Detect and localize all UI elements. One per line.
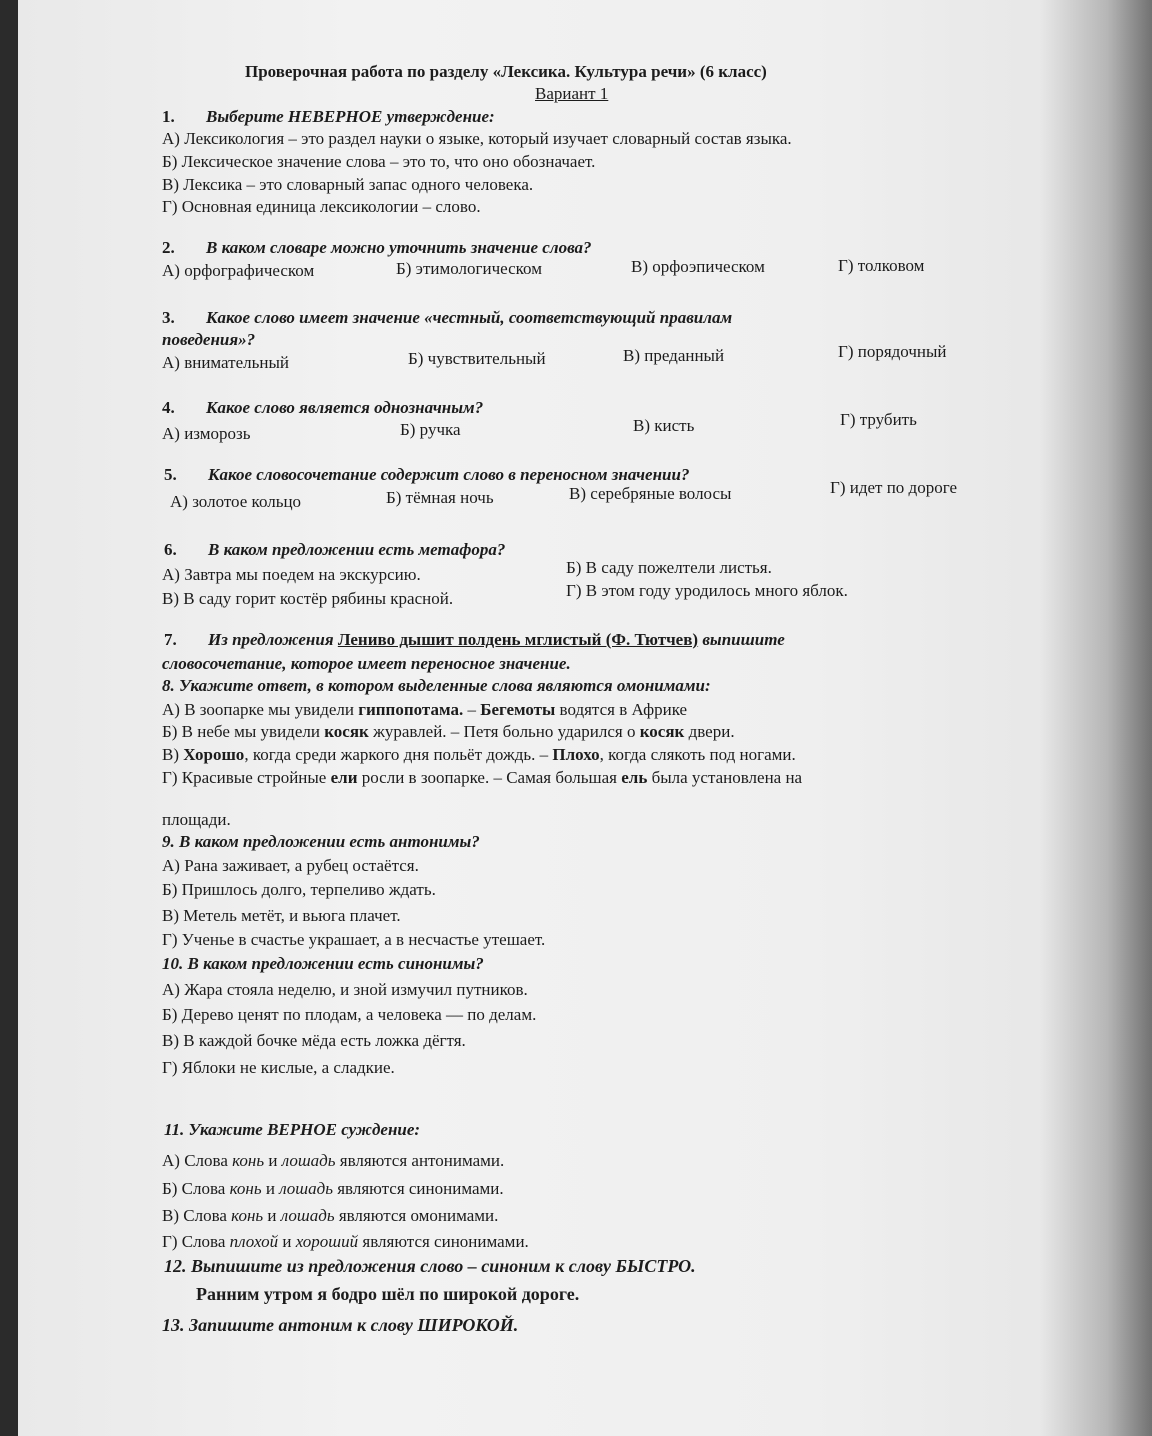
q10-option-c: В) В каждой бочке мёда есть ложка дёгтя. bbox=[162, 1031, 466, 1050]
q3-option-b: Б) чувствительный bbox=[408, 349, 546, 368]
q10-option-d: Г) Яблоки не кислые, а сладкие. bbox=[162, 1058, 395, 1077]
option-text: водятся в Африке bbox=[555, 700, 688, 719]
highlighted-word: косяк bbox=[639, 722, 685, 741]
question-2 bbox=[162, 238, 592, 258]
question-3 bbox=[162, 308, 732, 328]
option-text: росли в зоопарке. – Самая большая bbox=[357, 768, 622, 787]
question-number: 5. bbox=[164, 465, 177, 484]
italic-word: конь bbox=[229, 1179, 262, 1198]
q5-option-b: Б) тёмная ночь bbox=[386, 488, 494, 507]
option-text: – bbox=[463, 700, 481, 719]
question-13: 13. Запишите антоним к слову ШИРОКОЙ. bbox=[162, 1315, 519, 1335]
option-text: , когда среди жаркого дня польёт дождь. – bbox=[244, 745, 553, 764]
question-5 bbox=[164, 465, 689, 485]
question-number: 4. bbox=[162, 398, 175, 417]
q9-option-d: Г) Ученье в счастье украшает, а в несчастье утешает. bbox=[162, 930, 546, 949]
q11-option-d bbox=[162, 1232, 529, 1252]
highlighted-word: гиппопотама. bbox=[358, 700, 464, 719]
question-number: 7. bbox=[164, 630, 177, 649]
option-text: являются синонимами. bbox=[332, 1179, 504, 1198]
highlighted-word: Хорошо bbox=[183, 745, 245, 764]
q5-option-c: В) серебряные волосы bbox=[569, 484, 732, 503]
q11-option-a bbox=[162, 1151, 504, 1171]
italic-word: хороший bbox=[295, 1232, 359, 1251]
q2-option-d: Г) толковом bbox=[838, 256, 925, 275]
question-3-continued: поведения»? bbox=[162, 330, 256, 349]
question-9: 9. В каком предложении есть антонимы? bbox=[162, 832, 480, 851]
q8-option-d-continued: площади. bbox=[162, 810, 231, 829]
option-text: Б) В небе мы увидели bbox=[162, 722, 325, 741]
option-text: Г) Слова bbox=[162, 1232, 230, 1251]
question-4 bbox=[162, 398, 483, 418]
highlighted-word: Бегемоты bbox=[480, 700, 556, 719]
q5-option-d: Г) идет по дороге bbox=[830, 478, 958, 497]
question-text: В каком предложении есть метафора? bbox=[208, 540, 506, 559]
q2-option-b: Б) этимологическом bbox=[396, 259, 542, 278]
option-text: В) Слова bbox=[162, 1206, 232, 1225]
question-12: 12. Выпишите из предложения слово – синоним к слову БЫСТРО. bbox=[164, 1256, 696, 1276]
question-number: 3. bbox=[162, 308, 175, 327]
q9-option-c: В) Метель метёт, и вьюга плачет. bbox=[162, 906, 401, 925]
question-number: 1. bbox=[162, 107, 175, 126]
question-6 bbox=[164, 540, 505, 560]
option-text: и bbox=[261, 1179, 280, 1198]
q1-option-c: В) Лексика – это словарный запас одного человека. bbox=[162, 175, 534, 194]
question-text: Выберите НЕВЕРНОЕ утверждение: bbox=[206, 107, 495, 126]
option-text: Б) Слова bbox=[162, 1179, 230, 1198]
question-7-continued: словосочетание, которое имеет переносное значение. bbox=[162, 654, 571, 673]
q4-option-c: В) кисть bbox=[633, 416, 695, 435]
q6-option-a: А) Завтра мы поедем на экскурсию. bbox=[162, 565, 421, 584]
option-text: и bbox=[278, 1232, 296, 1251]
question-1 bbox=[162, 107, 495, 127]
option-text: А) В зоопарке мы увидели bbox=[162, 700, 359, 719]
paper-sheet bbox=[18, 0, 1152, 1436]
variant-label: Вариант 1 bbox=[535, 84, 609, 103]
edge-shadow bbox=[1040, 0, 1152, 1436]
question-number: 6. bbox=[164, 540, 177, 559]
question-text: В каком словаре можно уточнить значение слова? bbox=[206, 238, 592, 257]
question-text: Какое слово является однозначным? bbox=[206, 398, 484, 417]
quoted-sentence: Лениво дышит полдень мглистый (Ф. Тютчев) bbox=[337, 630, 699, 649]
option-text: и bbox=[263, 1206, 281, 1225]
highlighted-word: Плохо bbox=[552, 745, 600, 764]
option-text: В) bbox=[162, 745, 184, 764]
option-text: и bbox=[264, 1151, 282, 1170]
q9-option-a: А) Рана заживает, а рубец остаётся. bbox=[162, 856, 419, 875]
page-title: Проверочная работа по разделу «Лексика. Культура речи» (6 класс) bbox=[245, 62, 767, 81]
q4-option-b: Б) ручка bbox=[400, 420, 461, 439]
q8-option-d bbox=[162, 768, 802, 788]
question-8: 8. Укажите ответ, в котором выделенные слова являются омонимами: bbox=[162, 676, 711, 695]
italic-word: лошадь bbox=[281, 1151, 336, 1170]
question-text-end: выпишите bbox=[698, 630, 785, 649]
q8-option-a bbox=[162, 700, 687, 720]
highlighted-word: косяк bbox=[324, 722, 369, 741]
q8-option-c bbox=[162, 745, 796, 765]
italic-word: конь bbox=[232, 1151, 265, 1170]
q9-option-b: Б) Пришлось долго, терпеливо ждать. bbox=[162, 880, 436, 899]
q5-option-a: А) золотое кольцо bbox=[170, 492, 302, 511]
italic-word: лошадь bbox=[279, 1179, 333, 1198]
highlighted-word: ели bbox=[330, 768, 358, 787]
q4-option-d: Г) трубить bbox=[840, 410, 917, 429]
option-text: , когда слякоть под ногами. bbox=[599, 745, 796, 764]
question-10: 10. В каком предложении есть синонимы? bbox=[162, 954, 484, 973]
italic-word: конь bbox=[231, 1206, 264, 1225]
question-7 bbox=[164, 630, 785, 650]
q6-option-c: В) В саду горит костёр рябины красной. bbox=[162, 589, 454, 608]
question-text: Какое слово имеет значение «честный, соответствующий правилам bbox=[206, 308, 733, 327]
question-11: 11. Укажите ВЕРНОЕ суждение: bbox=[164, 1120, 421, 1139]
italic-word: лошадь bbox=[280, 1206, 335, 1225]
option-text: А) Слова bbox=[162, 1151, 233, 1170]
question-text: Из предложения bbox=[208, 630, 338, 649]
q10-option-b: Б) Дерево ценят по плодам, а человека — по делам. bbox=[162, 1005, 537, 1024]
q1-option-a: А) Лексикология – это раздел науки о языке, который изучает словарный состав языка. bbox=[162, 129, 792, 148]
highlighted-word: ель bbox=[621, 768, 648, 787]
q6-option-d: Г) В этом году уродилось много яблок. bbox=[566, 581, 848, 600]
q1-option-b: Б) Лексическое значение слова – это то, что оно обозначает. bbox=[162, 152, 596, 171]
q11-option-c bbox=[162, 1206, 498, 1226]
option-text: являются синонимами. bbox=[358, 1232, 529, 1251]
q1-option-d: Г) Основная единица лексикологии – слово. bbox=[162, 197, 481, 216]
question-text: Какое словосочетание содержит слово в переносном значении? bbox=[208, 465, 690, 484]
q3-option-a: А) внимательный bbox=[162, 353, 289, 372]
option-text: была установлена на bbox=[647, 768, 803, 787]
q3-option-d: Г) порядочный bbox=[838, 342, 947, 361]
option-text: двери. bbox=[684, 722, 735, 741]
q2-option-a: А) орфографическом bbox=[162, 261, 315, 280]
option-text: являются омонимами. bbox=[334, 1206, 499, 1225]
q2-option-c: В) орфоэпическом bbox=[631, 257, 765, 276]
option-text: являются антонимами. bbox=[335, 1151, 505, 1170]
option-text: Г) Красивые стройные bbox=[162, 768, 331, 787]
q4-option-a: А) изморозь bbox=[162, 424, 251, 443]
q6-option-b: Б) В саду пожелтели листья. bbox=[566, 558, 772, 577]
q12-sentence: Ранним утром я бодро шёл по широкой дороге. bbox=[196, 1284, 580, 1304]
question-number: 2. bbox=[162, 238, 175, 257]
italic-word: плохой bbox=[229, 1232, 279, 1251]
q10-option-a: А) Жара стояла неделю, и зной измучил путников. bbox=[162, 980, 528, 999]
q11-option-b bbox=[162, 1179, 504, 1199]
q8-option-b bbox=[162, 722, 735, 742]
option-text: журавлей. – Петя больно ударился о bbox=[368, 722, 640, 741]
q3-option-c: В) преданный bbox=[623, 346, 725, 365]
